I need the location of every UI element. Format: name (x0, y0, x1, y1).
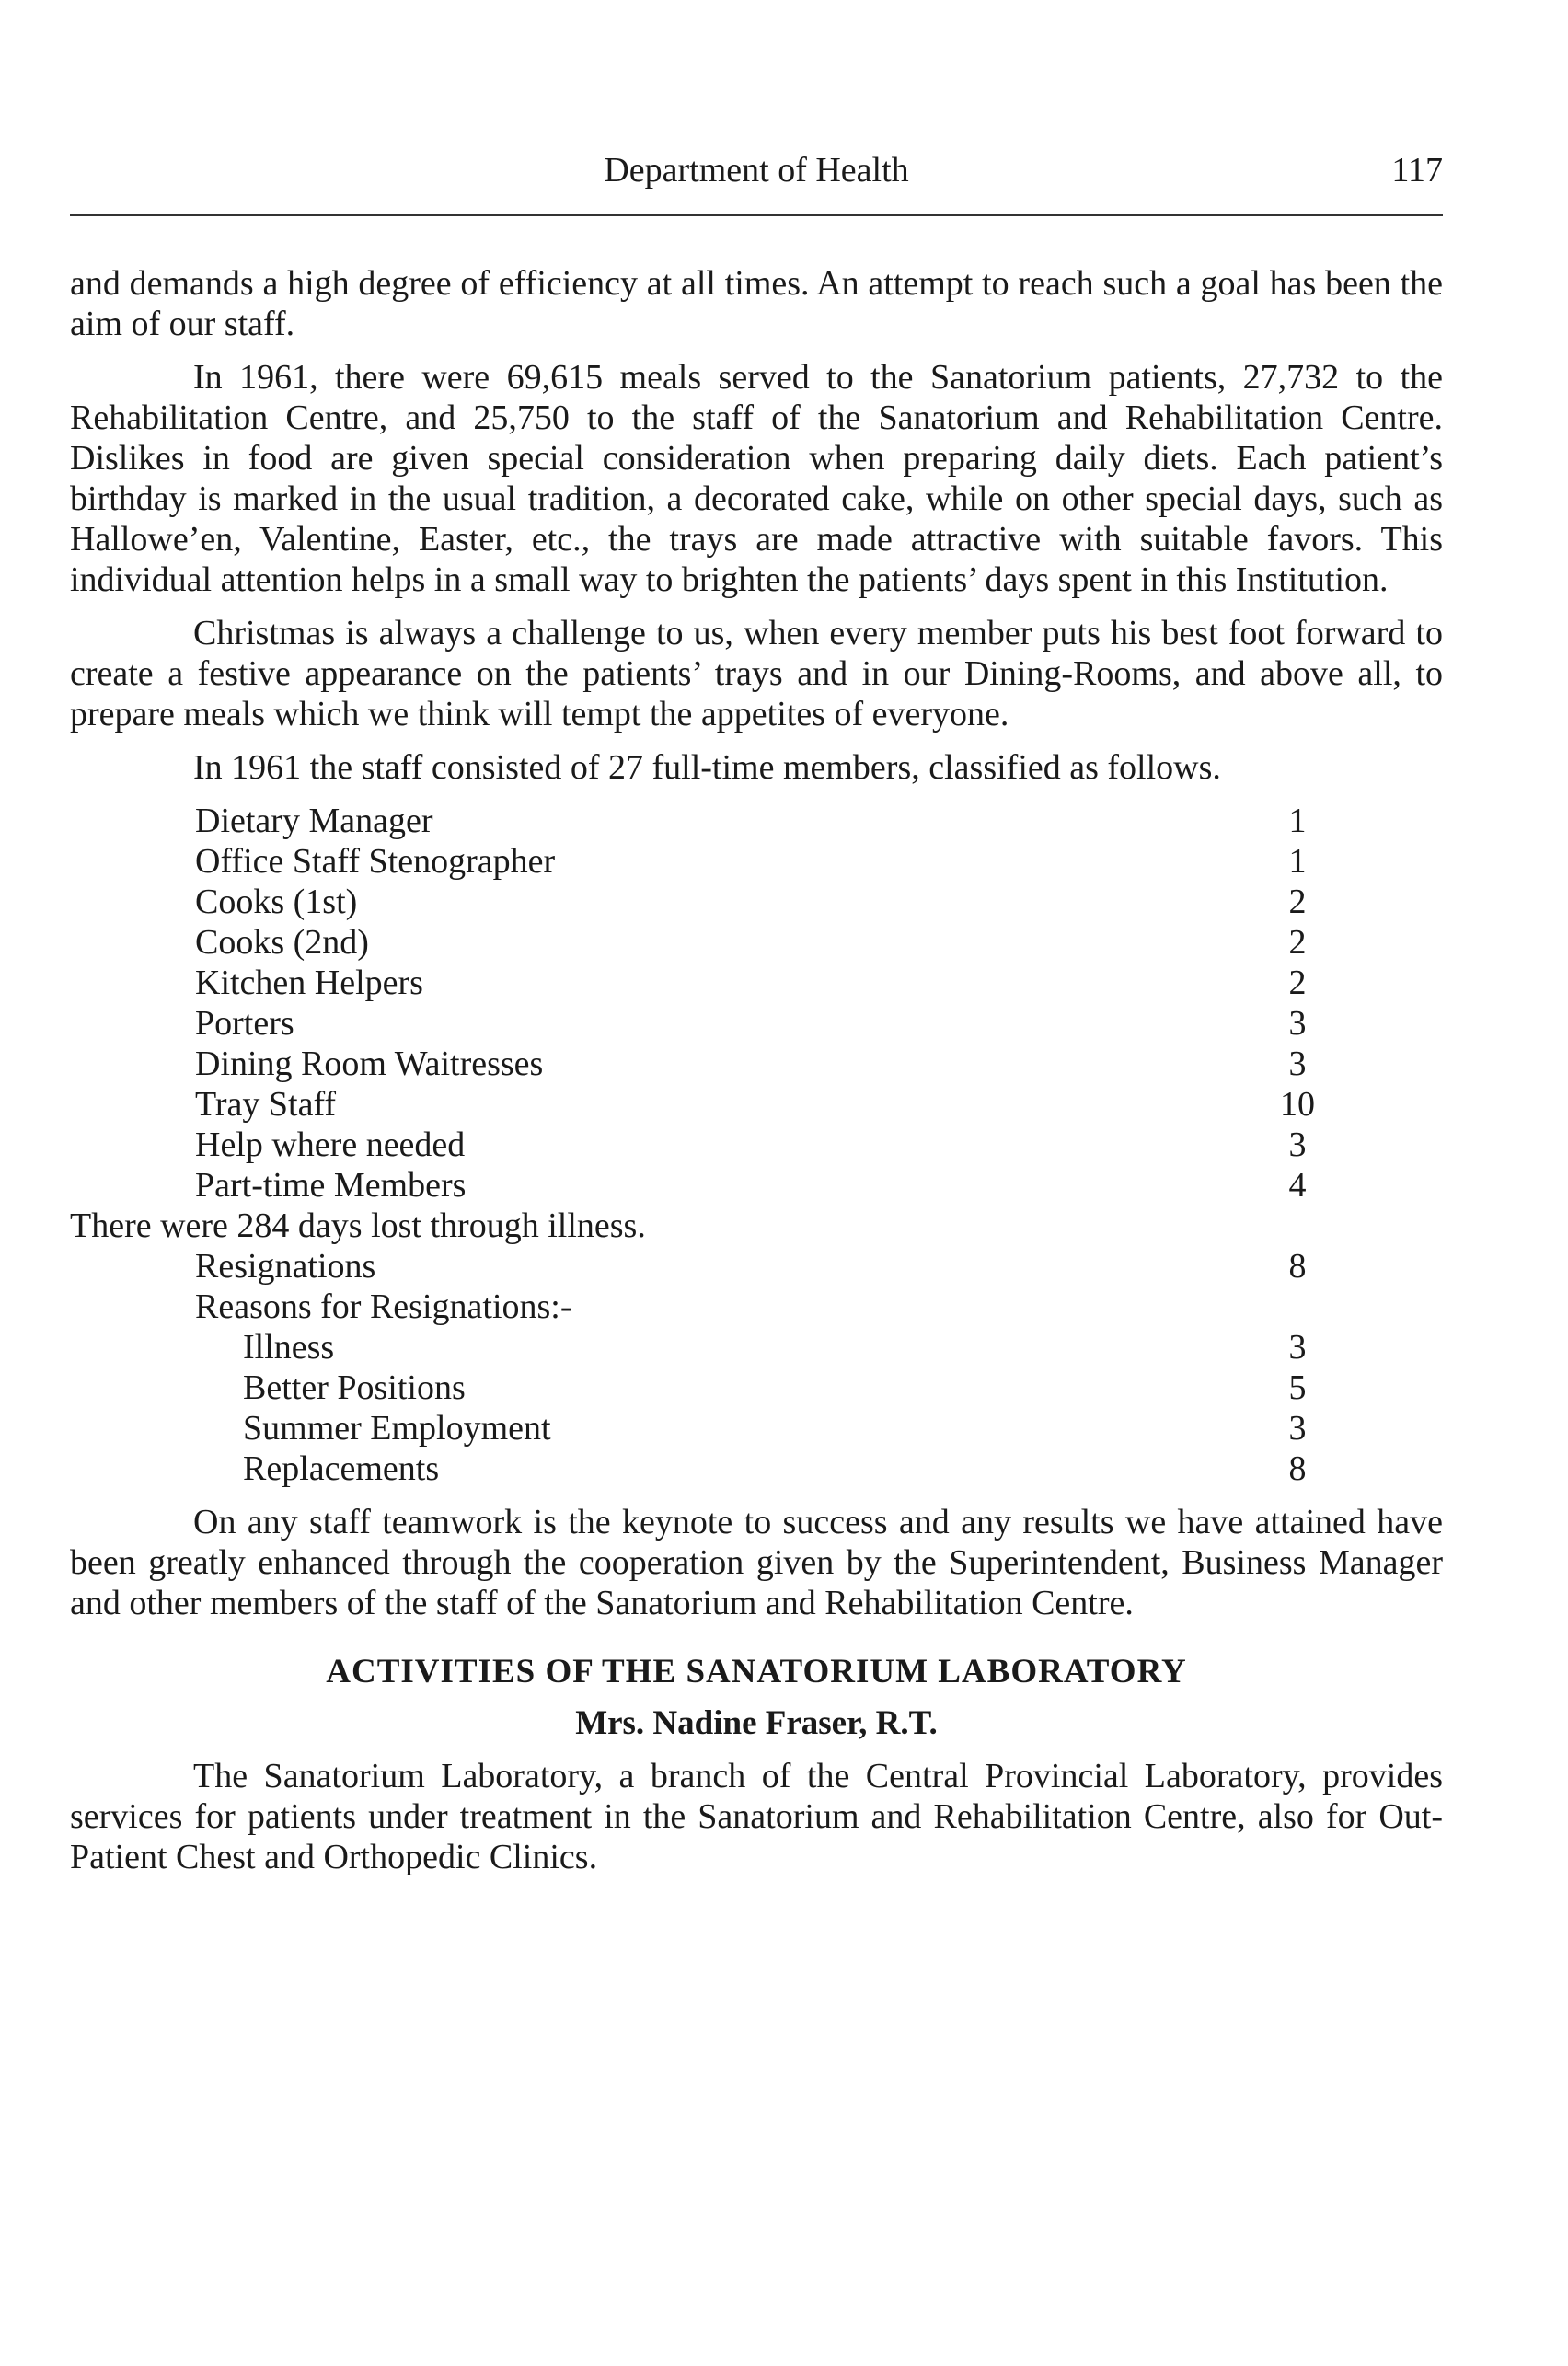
header-rule (70, 214, 1443, 216)
staff-label: Help where needed (195, 1125, 466, 1164)
staff-row (70, 1084, 1443, 1125)
staff-label: Summer Employment (243, 1409, 551, 1448)
staff-count: 4 (1288, 1166, 1307, 1205)
staff-row (70, 1246, 1443, 1287)
staff-label: Dietary Manager (195, 802, 433, 840)
paragraph-meals: In 1961, there were 69,615 meals served to the Sanatorium patients, 27,732 to the Rehabilitation Centre, and 25,750 to the staff of the Sanatorium and Rehabilitation Centre. Dislikes in food are given special consideration when preparing daily diets. Each patient’s birthday is marked in the usual tradition, a decorated cake, while on other special days, such as Hallowe’en, Valentine, Easter, etc., the trays are made attractive with suitable favors. This individual attention helps in a small way to brighten the patients’ days spent in this Institution. (70, 358, 1443, 599)
staff-count: 1 (1288, 802, 1307, 840)
staff-count: 3 (1288, 1328, 1307, 1367)
staff-list (70, 801, 1443, 1489)
staff-count: 2 (1288, 964, 1307, 1002)
staff-label: Kitchen Helpers (195, 964, 423, 1002)
staff-count: 2 (1288, 923, 1307, 962)
running-head (70, 150, 1443, 196)
staff-row (70, 801, 1443, 841)
staff-row (70, 1287, 1443, 1327)
staff-row (70, 1448, 1443, 1489)
section-heading: ACTIVITIES OF THE SANATORIUM LABORATORY (326, 1653, 1187, 1691)
paragraph-teamwork: On any staff teamwork is the keynote to success and any results we have attained have been greatly enhanced through the cooperation given by the Superintendent, Business Manager and other members of the staff of the Sanatorium and Rehabilitation Centre. (70, 1503, 1443, 1622)
staff-label: Replacements (243, 1449, 440, 1488)
days-lost-row (70, 1206, 1443, 1246)
staff-count: 1 (1288, 842, 1307, 881)
staff-row (70, 1003, 1443, 1044)
staff-label: Resignations (195, 1247, 376, 1286)
staff-row (70, 882, 1443, 922)
staff-label: Reasons for Resignations:- (195, 1287, 572, 1326)
staff-count: 3 (1288, 1409, 1307, 1448)
staff-label: Better Positions (243, 1368, 466, 1407)
staff-row (70, 922, 1443, 963)
staff-row (70, 963, 1443, 1003)
paragraph-continuation: and demands a high degree of efficiency at all times. An attempt to reach such a goal has been the aim of our staff. (70, 264, 1443, 343)
staff-label: Cooks (1st) (195, 883, 358, 921)
staff-label: Porters (195, 1004, 294, 1043)
page-body (70, 263, 1443, 1890)
paragraph-christmas: Christmas is always a challenge to us, when every member puts his best foot forward to create a festive appearance on the patients’ trays and in our Dining-Rooms, and above all, to prepare meals which we think will tempt the appetites of everyone. (70, 614, 1443, 733)
staff-label: Cooks (2nd) (195, 923, 369, 962)
staff-count: 8 (1288, 1247, 1307, 1286)
section-author: Mrs. Nadine Fraser, R.T. (575, 1704, 938, 1742)
staff-row (70, 841, 1443, 882)
staff-label: Tray Staff (195, 1085, 337, 1124)
staff-row (70, 1408, 1443, 1448)
staff-row (70, 1327, 1443, 1368)
staff-row (70, 1044, 1443, 1084)
staff-count: 3 (1288, 1045, 1307, 1083)
staff-label: Part-time Members (195, 1166, 467, 1205)
staff-count: 3 (1288, 1004, 1307, 1043)
paragraph-staff-intro: In 1961 the staff consisted of 27 full-time members, classified as follows. (193, 748, 1221, 787)
staff-count: 2 (1288, 883, 1307, 921)
staff-row (70, 1165, 1443, 1206)
staff-label: Illness (243, 1328, 335, 1367)
staff-row (70, 1368, 1443, 1408)
staff-count: 8 (1288, 1449, 1307, 1488)
page-number: 117 (1391, 151, 1443, 190)
staff-count: 3 (1288, 1125, 1307, 1164)
paragraph-laboratory: The Sanatorium Laboratory, a branch of the Central Provincial Laboratory, provides services for patients under treatment in the Sanatorium and Rehabilitation Centre, also for Out-Patient Chest and Orthopedic Clinics. (70, 1757, 1443, 1876)
staff-row (70, 1125, 1443, 1165)
days-lost-text: There were 284 days lost through illness. (70, 1206, 646, 1245)
staff-label: Dining Room Waitresses (195, 1045, 544, 1083)
staff-count: 5 (1288, 1368, 1307, 1407)
staff-count: 10 (1280, 1085, 1315, 1124)
staff-label: Office Staff Stenographer (195, 842, 556, 881)
running-head-title: Department of Health (604, 151, 909, 190)
